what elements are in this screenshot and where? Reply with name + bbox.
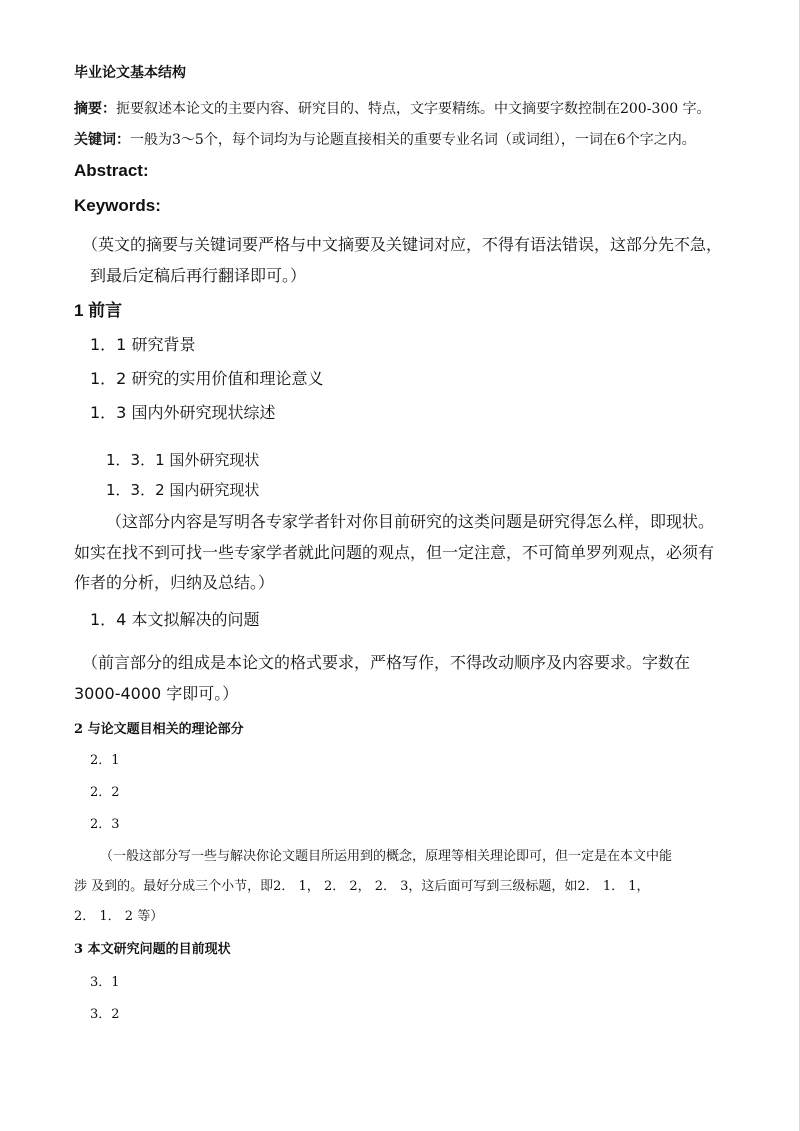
preface-note-line-2: 3000-4000 字即可。）	[74, 684, 239, 703]
preface-note-line-1: （前言部分的组成是本论文的格式要求，严格写作，不得改动顺序及内容要求。字数在	[82, 653, 691, 672]
status-note-line-2: 如实在找不到可找一些专家学者就此问题的观点，但一定注意，不可简单罗列观点，必须有	[74, 543, 715, 562]
section-2-note-line-1: （一般这部分写一些与解决你论文题目所运用到的概念，原理等相关理论即可，但一定是在本文中能	[100, 849, 673, 864]
section-2-title: 2 与论文题目相关的理论部分	[74, 722, 244, 737]
section-2-item-3: 2．3	[90, 817, 120, 832]
section-1-item-1: 1．1 研究背景	[90, 335, 196, 354]
section-2-note-line-3: 2． 1． 2 等）	[74, 909, 164, 924]
document-title: 毕业论文基本结构	[74, 65, 186, 81]
keywords-en-heading: Keywords:	[74, 196, 161, 215]
keywords-cn-line	[74, 133, 696, 147]
keywords-cn-text: 一般为3～5个，每个词均为与论题直接相关的重要专业名词（或词组），一词在6个字之内。	[130, 132, 696, 148]
english-note-line-2: 到最后定稿后再行翻译即可。）	[90, 266, 307, 285]
section-1-subitem-2: 1．3．2 国内研究现状	[106, 481, 260, 499]
section-1-item-2: 1．2 研究的实用价值和理论意义	[90, 369, 324, 388]
abstract-cn-text: 扼要叙述本论文的主要内容、研究目的、特点，文字要精练。中文摘要字数控制在200-300 字。	[116, 101, 711, 117]
section-3-item-2: 3．2	[90, 1007, 120, 1022]
section-2-item-1: 2．1	[90, 753, 120, 768]
section-3-item-1: 3．1	[90, 975, 120, 990]
abstract-en-heading: Abstract:	[74, 161, 149, 180]
english-note-line-1: （英文的摘要与关键词要严格与中文摘要及关键词对应，不得有语法错误，这部分先不急，	[82, 235, 723, 254]
section-1-title: 1 前言	[74, 301, 123, 320]
section-1-item-4: 1．4 本文拟解决的问题	[90, 610, 260, 629]
abstract-cn-label: 摘要：	[74, 101, 116, 117]
section-2-note-line-2: 涉 及到的。最好分成三个小节，即2． 1， 2． 2， 2． 3，这后面可写到三级标题，如2． 1． 1，	[74, 879, 650, 894]
section-3-title: 3 本文研究问题的目前现状	[74, 942, 231, 957]
section-1-item-3: 1．3 国内外研究现状综述	[90, 403, 276, 422]
section-1-subitem-1: 1．3．1 国外研究现状	[106, 451, 260, 469]
status-note-line-1: （这部分内容是写明各专家学者针对你目前研究的这类问题是研究得怎么样，即现状。	[106, 512, 715, 531]
keywords-cn-label: 关键词：	[74, 132, 130, 148]
abstract-cn-line	[74, 102, 711, 116]
status-note-line-3: 作者的分析，归纳及总结。）	[74, 573, 275, 592]
section-2-item-2: 2．2	[90, 785, 120, 800]
